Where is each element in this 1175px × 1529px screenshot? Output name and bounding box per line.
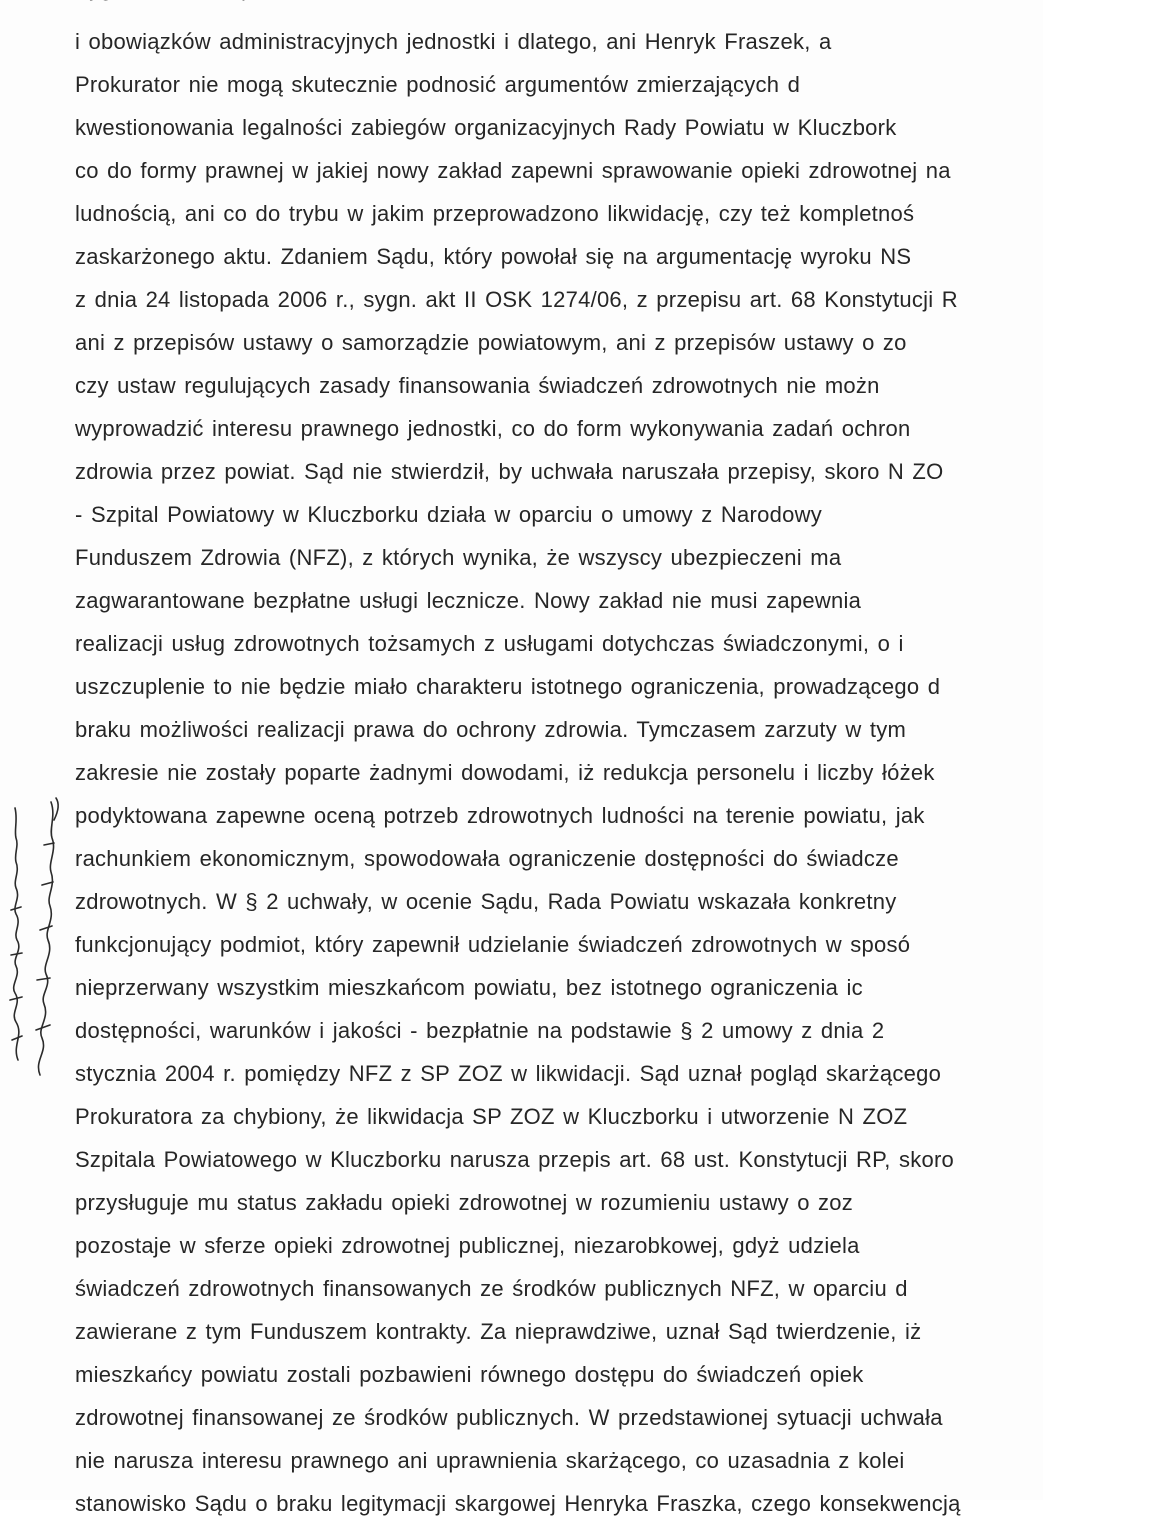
text-line: zaskarżonego aktu. Zdaniem Sądu, który powołał się na argumentację wyroku NS: [75, 244, 912, 269]
text-line: uszczuplenie to nie będzie miało charakteru istotnego ograniczenia, prowadzącego d: [75, 674, 941, 699]
text-line: czy ustaw regulujących zasady finansowania świadczeń zdrowotnych nie możn: [75, 373, 880, 398]
text-line: - Szpital Powiatowy w Kluczborku działa w oparciu o umowy z Narodowy: [75, 502, 822, 527]
text-line: stycznia 2004 r. pomiędzy NFZ z SP ZOZ w likwidacji. Sąd uznał pogląd skarżącego: [75, 1061, 942, 1086]
text-line: wyprowadzić interesu prawnego jednostki, co do form wykonywania zadań ochron: [75, 416, 911, 441]
text-line: mieszkańcy powiatu zostali pozbawieni równego dostępu do świadczeń opiek: [75, 1362, 864, 1387]
text-line: Prokurator nie mogą skutecznie podnosić argumentów zmierzających d: [75, 72, 801, 97]
text-line: z dnia 24 listopada 2006 r., sygn. akt II OSK 1274/06, z przepisu art. 68 Konstytucji R: [75, 287, 958, 312]
text-line: realizacji usług zdrowotnych tożsamych z usługami dotychczas świadczonymi, o i: [75, 631, 904, 656]
text-line: przysługuje mu status zakładu opieki zdrowotnej w rozumieniu ustawy o zoz: [75, 1190, 854, 1215]
text-line: zdrowia przez powiat. Sąd nie stwierdził, by uchwała naruszała przepisy, skoro N ZO: [75, 459, 944, 484]
text-line: braku możliwości realizacji prawa do ochrony zdrowia. Tymczasem zarzuty w tym: [75, 717, 907, 742]
text-line: pozostaje w sferze opieki zdrowotnej publicznej, niezarobkowej, gdyż udziela: [75, 1233, 860, 1258]
text-line: co do formy prawnej w jakiej nowy zakład zapewni sprawowanie opieki zdrowotnej na: [75, 158, 951, 183]
text-line: nieprzerwany wszystkim mieszkańcom powiatu, bez istotnego ograniczenia ic: [75, 975, 863, 1000]
text-line: świadczeń zdrowotnych finansowanych ze środków publicznych NFZ, w oparciu d: [75, 1276, 908, 1301]
text-line: rachunkiem ekonomicznym, spowodowała ograniczenie dostępności do świadcze: [75, 846, 899, 871]
text-line: i obowiązków administracyjnych jednostki i dlatego, ani Henryk Fraszek, a: [75, 29, 832, 54]
text-line: funkcjonujący podmiot, który zapewnił udzielanie świadczeń zdrowotnych w sposó: [75, 932, 911, 957]
text-line: zagwarantowane bezpłatne usługi lecznicze. Nowy zakład nie musi zapewnia: [75, 588, 862, 613]
text-line: nie narusza interesu prawnego ani uprawnienia skarżącego, co uzasadnia z kolei: [75, 1448, 905, 1473]
body-text: [75, 24, 1175, 1529]
text-line: Prokuratora za chybiony, że likwidacja SP ZOZ w Kluczborku i utworzenie N ZOZ: [75, 1104, 908, 1129]
handwritten-margin-note: [4, 790, 64, 1080]
text-line: zawierane z tym Funduszem kontrakty. Za nieprawdziwe, uznał Sąd twierdzenie, iż: [75, 1319, 922, 1344]
text-line: podyktowana zapewne oceną potrzeb zdrowotnych ludności na terenie powiatu, jak: [75, 803, 925, 828]
text-line: kwestionowania legalności zabiegów organizacyjnych Rady Powiatu w Kluczbork: [75, 115, 897, 140]
text-line: stanowisko Sądu o braku legitymacji skargowej Henryka Fraszka, czego konsekwencją: [75, 1491, 961, 1516]
text-line: Szpitala Powiatowego w Kluczborku narusza przepis art. 68 ust. Konstytucji RP, skoro: [75, 1147, 954, 1172]
text-line: Funduszem Zdrowia (NFZ), z których wynika, że wszyscy ubezpieczeni ma: [75, 545, 842, 570]
text-line: zdrowotnej finansowanej ze środków publicznych. W przedstawionej sytuacji uchwała: [75, 1405, 943, 1430]
case-reference-header: [75, 0, 313, 2]
text-line: zdrowotnych. W § 2 uchwały, w ocenie Sądu, Rada Powiatu wskazała konkretny: [75, 889, 897, 914]
text-line: dostępności, warunków i jakości - bezpłatnie na podstawie § 2 umowy z dnia 2: [75, 1018, 885, 1043]
text-line: zakresie nie zostały poparte żadnymi dowodami, iż redukcja personelu i liczby łóżek: [75, 760, 935, 785]
text-line: ludnością, ani co do trybu w jakim przeprowadzono likwidację, czy też kompletnoś: [75, 201, 915, 226]
text-line: ani z przepisów ustawy o samorządzie powiatowym, ani z przepisów ustawy o zo: [75, 330, 907, 355]
